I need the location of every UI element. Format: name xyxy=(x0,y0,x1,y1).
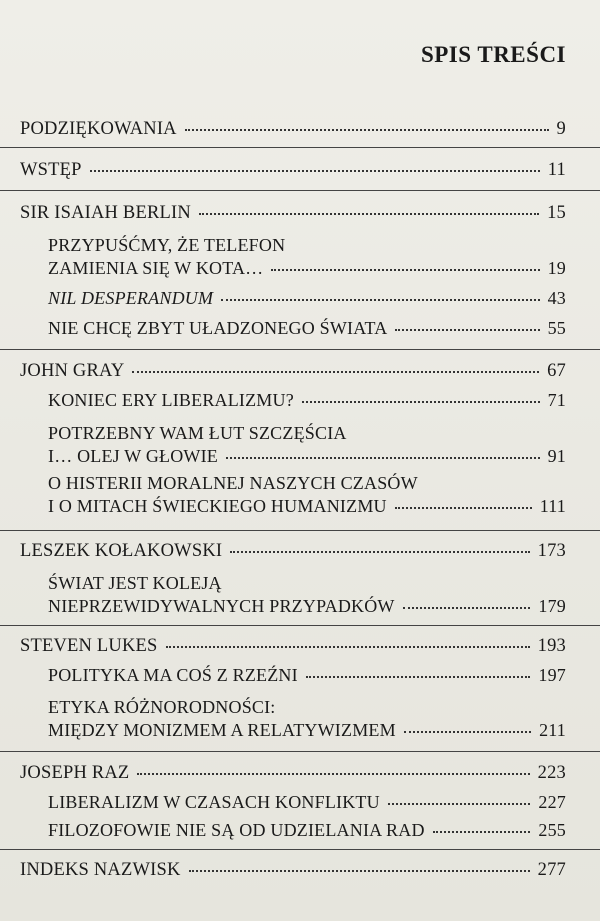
toc-entry-title: MIĘDZY MONIZMEM A RELATYWIZMEM xyxy=(48,720,396,740)
toc-entry-title: STEVEN LUKES xyxy=(20,636,158,656)
dot-leader xyxy=(433,830,531,833)
toc-page-number: 19 xyxy=(547,258,566,278)
dot-leader xyxy=(166,645,530,648)
toc-page-number: 71 xyxy=(547,390,566,410)
dot-leader xyxy=(189,869,530,872)
dot-leader xyxy=(90,169,540,172)
toc-page-number: 277 xyxy=(537,860,566,880)
toc-entry-title-line1: O HISTERII MORALNEJ NASZYCH CZASÓW xyxy=(48,473,418,493)
toc-entry-title: WSTĘP xyxy=(20,160,82,180)
dot-leader xyxy=(226,456,540,459)
toc-entry-title: NIE CHCĘ ZBYT UŁADZONEGO ŚWIATA xyxy=(48,318,388,338)
section-divider xyxy=(0,849,600,850)
toc-entry-title: INDEKS NAZWISK xyxy=(20,860,181,880)
toc-page-number: 111 xyxy=(539,496,566,516)
toc-page-number: 223 xyxy=(537,763,566,783)
section-divider xyxy=(0,530,600,531)
dot-leader xyxy=(395,506,532,509)
toc-page-number: 9 xyxy=(556,119,566,139)
toc-page-number: 227 xyxy=(538,792,566,812)
toc-entry-acknowledgements[interactable] xyxy=(20,119,566,140)
dot-leader xyxy=(395,328,539,331)
section-divider xyxy=(0,751,600,752)
toc-subentry-luck[interactable] xyxy=(48,422,566,468)
toc-entry-title: POLITYKA MA COŚ Z RZEŹNI xyxy=(48,665,298,685)
dot-leader xyxy=(404,730,531,733)
toc-subentry-politics-slaughterhouse[interactable] xyxy=(48,665,566,686)
toc-page-number: 91 xyxy=(547,446,566,466)
toc-entry-title: KONIEC ERY LIBERALIZMU? xyxy=(48,390,294,410)
section-divider xyxy=(0,625,600,626)
toc-entry-title: I O MITACH ŚWIECKIEGO HUMANIZMU xyxy=(48,496,387,516)
toc-entry-title-line1: POTRZEBNY WAM ŁUT SZCZĘŚCIA xyxy=(48,423,347,443)
toc-entry-title: NIEPRZEWIDYWALNYCH PRZYPADKÓW xyxy=(48,596,395,616)
toc-subentry-telephone-cat[interactable] xyxy=(48,234,566,280)
toc-entry-title: JOHN GRAY xyxy=(20,361,125,381)
toc-entry-title: ZAMIENIA SIĘ W KOTA… xyxy=(48,258,264,278)
dot-leader xyxy=(230,550,529,553)
dot-leader xyxy=(403,606,531,609)
page-title: SPIS TREŚCI xyxy=(420,42,566,67)
toc-page-number: 55 xyxy=(547,318,566,338)
toc-page-number: 193 xyxy=(537,636,566,656)
toc-page-number: 15 xyxy=(547,203,566,223)
dot-leader xyxy=(132,370,539,373)
toc-entry-title: NIL DESPERANDUM xyxy=(48,288,214,308)
toc-page-number: 255 xyxy=(538,820,566,840)
toc-entry-title: LIBERALIZM W CZASACH KONFLIKTU xyxy=(48,792,380,812)
toc-entry-lukes[interactable] xyxy=(20,636,566,657)
toc-entry-title: JOSEPH RAZ xyxy=(20,763,130,783)
toc-page-number: 179 xyxy=(538,596,566,616)
dot-leader xyxy=(306,675,531,678)
section-divider xyxy=(0,349,600,350)
toc-subentry-ethics-diversity[interactable] xyxy=(48,696,566,742)
toc-subentry-moral-hysteria[interactable] xyxy=(48,472,566,518)
dot-leader xyxy=(137,772,529,775)
dot-leader xyxy=(388,802,531,805)
toc-entry-title: FILOZOFOWIE NIE SĄ OD UDZIELANIA RAD xyxy=(48,820,425,840)
toc-page-number: 197 xyxy=(538,665,566,685)
dot-leader xyxy=(221,298,539,301)
toc-entry-introduction[interactable] xyxy=(20,160,566,181)
toc-subentry-philosophers-advice[interactable] xyxy=(48,820,566,841)
toc-subentry-ordered-world[interactable] xyxy=(48,318,566,339)
toc-page-number: 67 xyxy=(547,361,566,381)
toc-entry-title-line1: ŚWIAT JEST KOLEJĄ xyxy=(48,573,222,593)
dot-leader xyxy=(185,128,549,131)
toc-entry-raz[interactable] xyxy=(20,763,566,784)
dot-leader xyxy=(302,400,540,403)
toc-entry-title: I… OLEJ W GŁOWIE xyxy=(48,446,218,466)
toc-entry-gray[interactable] xyxy=(20,361,566,382)
toc-entry-title-line1: ETYKA RÓŻNORODNOŚCI: xyxy=(48,697,276,717)
dot-leader xyxy=(271,268,539,271)
toc-entry-title: SIR ISAIAH BERLIN xyxy=(20,203,191,223)
toc-page-number: 43 xyxy=(547,288,566,308)
toc-entry-title: LESZEK KOŁAKOWSKI xyxy=(20,541,223,561)
toc-page-number: 173 xyxy=(537,541,566,561)
section-divider xyxy=(0,190,600,191)
toc-entry-index[interactable] xyxy=(20,860,566,881)
toc-entry-kolakowski[interactable] xyxy=(20,541,566,562)
section-divider xyxy=(0,147,600,148)
toc-page-number: 11 xyxy=(547,160,566,180)
toc-subentry-nil-desperandum[interactable] xyxy=(48,288,566,309)
toc-page-number: 211 xyxy=(539,720,566,740)
toc-subentry-world-railway[interactable] xyxy=(48,572,566,618)
toc-entry-title-line1: PRZYPUŚĆMY, ŻE TELEFON xyxy=(48,235,286,255)
toc-subentry-end-of-liberalism[interactable] xyxy=(48,390,566,411)
toc-entry-title: PODZIĘKOWANIA xyxy=(20,119,177,139)
toc-entry-berlin[interactable] xyxy=(20,203,566,224)
toc-subentry-liberalism-conflict[interactable] xyxy=(48,792,566,813)
dot-leader xyxy=(199,212,539,215)
